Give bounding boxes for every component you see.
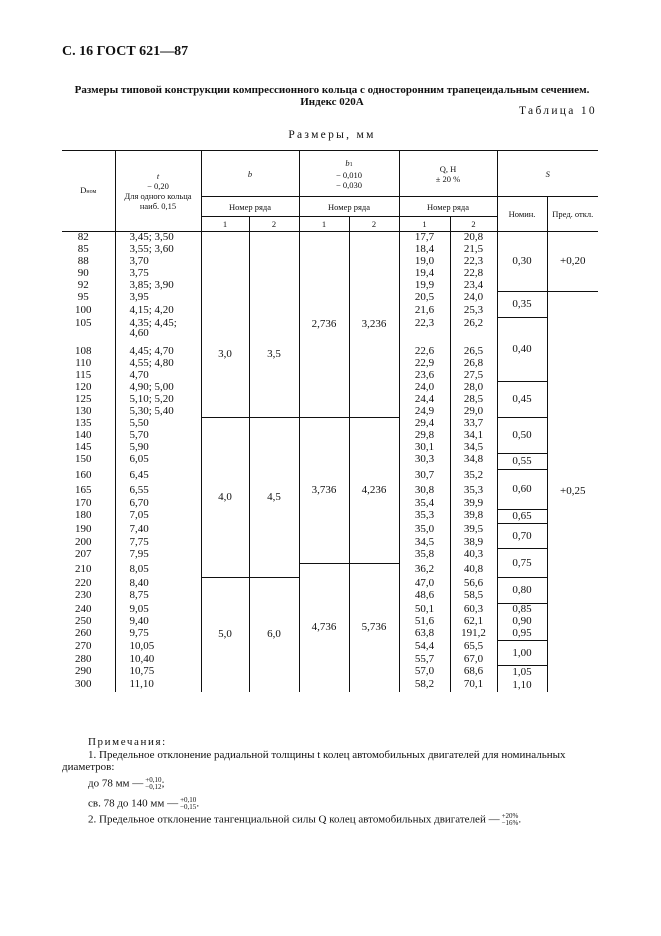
b1-row1-group3: 4,736 xyxy=(299,564,349,692)
q2-cell: 38,9 xyxy=(450,537,497,549)
header-b-row-number: Номер ряда xyxy=(201,197,299,217)
t-cell: 3,55; 3,60 xyxy=(115,244,201,256)
q2-cell: 34,1 xyxy=(450,430,497,442)
t-cell: 6,55 xyxy=(115,485,201,498)
header-b: b xyxy=(201,151,299,197)
q2-cell: 28,5 xyxy=(450,394,497,406)
t-cell: 3,45; 3,50 xyxy=(115,232,201,244)
header-d-nom: Dном xyxy=(62,151,115,232)
d-cell: 290 xyxy=(62,666,115,679)
s-nom-cell: 0,85 xyxy=(497,604,547,616)
d-cell: 230 xyxy=(62,590,115,604)
q2-cell: 191,2 xyxy=(450,628,497,641)
q1-cell: 35,8 xyxy=(399,549,450,564)
q2-cell: 20,8 xyxy=(450,232,497,244)
header-s: S xyxy=(497,151,598,197)
s-nom-cell: 0,90 xyxy=(497,616,547,628)
q2-cell: 26,8 xyxy=(450,358,497,370)
d-cell: 190 xyxy=(62,524,115,537)
b-row1-group3: 5,0 xyxy=(201,578,249,692)
s-nom-cell: 0,80 xyxy=(497,578,547,604)
d-cell: 90 xyxy=(62,268,115,280)
s-nom-cell: 1,05 xyxy=(497,666,547,679)
q1-cell: 17,7 xyxy=(399,232,450,244)
s-nom-cell: 0,50 xyxy=(497,418,547,454)
q1-cell: 19,9 xyxy=(399,280,450,292)
d-cell: 207 xyxy=(62,549,115,564)
header-b1-row2: 2 xyxy=(349,217,399,232)
t-cell: 6,05 xyxy=(115,454,201,470)
b1-row2-group3: 5,736 xyxy=(349,564,399,692)
t-cell: 5,30; 5,40 xyxy=(115,406,201,418)
header-b1-row1: 1 xyxy=(299,217,349,232)
d-cell: 210 xyxy=(62,564,115,578)
b-row1-group2: 4,0 xyxy=(201,418,249,578)
q2-cell: 28,0 xyxy=(450,382,497,394)
s-nom-cell: 1,00 xyxy=(497,641,547,666)
d-cell: 160 xyxy=(62,470,115,485)
t-cell: 7,40 xyxy=(115,524,201,537)
t-cell: 4,70 xyxy=(115,370,201,382)
d-cell: 180 xyxy=(62,510,115,524)
s-nom-cell: 0,70 xyxy=(497,524,547,549)
t-cell: 8,05 xyxy=(115,564,201,578)
q1-cell: 19,4 xyxy=(399,268,450,280)
d-cell: 82 xyxy=(62,232,115,244)
t-cell: 5,90 xyxy=(115,442,201,454)
q1-cell: 30,3 xyxy=(399,454,450,470)
d-cell: 165 xyxy=(62,485,115,498)
q2-cell: 34,8 xyxy=(450,454,497,470)
d-cell: 270 xyxy=(62,641,115,654)
t-cell: 11,10 xyxy=(115,679,201,692)
table-title-line1: Размеры типовой конструкции компрессионного кольца с односторонним трапецеидальным сечением. xyxy=(74,84,590,96)
q1-cell: 50,1 xyxy=(399,604,450,616)
q1-cell: 34,5 xyxy=(399,537,450,549)
q2-cell: 40,8 xyxy=(450,564,497,578)
q2-cell: 67,0 xyxy=(450,654,497,666)
s-nom-cell: 1,10 xyxy=(497,679,547,692)
t-cell: 3,85; 3,90 xyxy=(115,280,201,292)
t-cell: 4,15; 4,20 xyxy=(115,305,201,318)
q1-cell: 22,6 xyxy=(399,346,450,358)
page-header: С. 16 ГОСТ 621—87 xyxy=(62,44,189,59)
q1-cell: 54,4 xyxy=(399,641,450,654)
t-cell: 7,95 xyxy=(115,549,201,564)
d-cell: 92 xyxy=(62,280,115,292)
q2-cell: 34,5 xyxy=(450,442,497,454)
d-cell: 300 xyxy=(62,679,115,692)
d-cell: 115 xyxy=(62,370,115,382)
t-cell: 4,35; 4,45; 4,60 xyxy=(115,318,201,346)
t-cell: 7,75 xyxy=(115,537,201,549)
t-cell: 10,05 xyxy=(115,641,201,654)
q2-cell: 56,6 xyxy=(450,578,497,590)
q2-cell: 58,5 xyxy=(450,590,497,604)
d-cell: 280 xyxy=(62,654,115,666)
t-cell: 8,40 xyxy=(115,578,201,590)
units-label: Размеры, мм xyxy=(288,129,376,141)
b1-row2-group2: 4,236 xyxy=(349,418,399,564)
t-cell: 10,40 xyxy=(115,654,201,666)
d-cell: 260 xyxy=(62,628,115,641)
q1-cell: 47,0 xyxy=(399,578,450,590)
d-cell: 108 xyxy=(62,346,115,358)
t-cell: 5,10; 5,20 xyxy=(115,394,201,406)
t-cell: 3,75 xyxy=(115,268,201,280)
t-cell: 5,50 xyxy=(115,418,201,430)
b-row2-group2: 4,5 xyxy=(249,418,299,578)
q2-cell: 35,3 xyxy=(450,485,497,498)
table-title-line2: Индекс 020А xyxy=(300,96,364,108)
d-cell: 85 xyxy=(62,244,115,256)
q2-cell: 22,3 xyxy=(450,256,497,268)
d-cell: 130 xyxy=(62,406,115,418)
s-nom-cell: 0,35 xyxy=(497,292,547,318)
note1-line2: диаметров: xyxy=(62,761,115,773)
q1-cell: 22,9 xyxy=(399,358,450,370)
s-nom-cell: 0,55 xyxy=(497,454,547,470)
d-cell: 240 xyxy=(62,604,115,616)
q1-cell: 36,2 xyxy=(399,564,450,578)
t-cell: 6,70 xyxy=(115,498,201,510)
t-cell: 3,95 xyxy=(115,292,201,305)
q1-cell: 21,6 xyxy=(399,305,450,318)
b-row2-group1: 3,5 xyxy=(249,292,299,418)
b1-row2-group1: 3,236 xyxy=(349,232,399,418)
q2-cell: 29,0 xyxy=(450,406,497,418)
d-cell: 95 xyxy=(62,292,115,305)
b-row1-group1: 3,0 xyxy=(201,292,249,418)
q2-cell: 27,5 xyxy=(450,370,497,382)
q1-cell: 19,0 xyxy=(399,256,450,268)
t-cell: 9,75 xyxy=(115,628,201,641)
q2-cell: 24,0 xyxy=(450,292,497,305)
q1-cell: 20,5 xyxy=(399,292,450,305)
d-cell: 125 xyxy=(62,394,115,406)
header-b-row1: 1 xyxy=(201,217,249,232)
header-b-row2: 2 xyxy=(249,217,299,232)
q1-cell: 51,6 xyxy=(399,616,450,628)
header-s-tol: Пред. откл. xyxy=(547,197,598,232)
q2-cell: 33,7 xyxy=(450,418,497,430)
header-t: t − 0,20 Для одного кольца наиб. 0,15 xyxy=(115,151,201,232)
q1-cell: 30,8 xyxy=(399,485,450,498)
notes-title: Примечания: xyxy=(88,736,167,748)
t-cell: 6,45 xyxy=(115,470,201,485)
b-row2-group3: 6,0 xyxy=(249,578,299,692)
t-cell: 3,70 xyxy=(115,256,201,268)
q1-cell: 30,7 xyxy=(399,470,450,485)
header-b1: b1 − 0,010 − 0,030 xyxy=(299,151,399,197)
q1-cell: 24,0 xyxy=(399,382,450,394)
t-cell: 4,45; 4,70 xyxy=(115,346,201,358)
q2-cell: 25,3 xyxy=(450,305,497,318)
q1-cell: 35,0 xyxy=(399,524,450,537)
q1-cell: 55,7 xyxy=(399,654,450,666)
s-nom-cell: 0,65 xyxy=(497,510,547,524)
t-cell: 4,90; 5,00 xyxy=(115,382,201,394)
d-cell: 250 xyxy=(62,616,115,628)
q1-cell: 24,4 xyxy=(399,394,450,406)
d-cell: 200 xyxy=(62,537,115,549)
q1-cell: 35,4 xyxy=(399,498,450,510)
s-nom-cell: 0,45 xyxy=(497,382,547,418)
header-q: Q, Н ± 20 % xyxy=(399,151,497,197)
s-tol-cell-2: +0,25 xyxy=(547,292,598,692)
s-nom-cell: 0,40 xyxy=(497,318,547,382)
note1-item-b: св. 78 до 140 мм — +0,10 −0,15. xyxy=(88,796,200,811)
q1-cell: 23,6 xyxy=(399,370,450,382)
b1-row1-group1: 2,736 xyxy=(299,232,349,418)
t-cell: 10,75 xyxy=(115,666,201,679)
d-cell: 150 xyxy=(62,454,115,470)
q1-cell: 24,9 xyxy=(399,406,450,418)
q1-cell: 48,6 xyxy=(399,590,450,604)
q2-cell: 26,5 xyxy=(450,346,497,358)
d-cell: 110 xyxy=(62,358,115,370)
q2-cell: 35,2 xyxy=(450,470,497,485)
q2-cell: 60,3 xyxy=(450,604,497,616)
q2-cell: 40,3 xyxy=(450,549,497,564)
d-cell: 220 xyxy=(62,578,115,590)
q2-cell: 62,1 xyxy=(450,616,497,628)
q1-cell: 29,8 xyxy=(399,430,450,442)
q2-cell: 22,8 xyxy=(450,268,497,280)
t-cell: 7,05 xyxy=(115,510,201,524)
dimensions-table xyxy=(62,150,598,692)
d-cell: 145 xyxy=(62,442,115,454)
t-cell: 8,75 xyxy=(115,590,201,604)
header-q-row2: 2 xyxy=(450,217,497,232)
q1-cell: 30,1 xyxy=(399,442,450,454)
q1-cell: 29,4 xyxy=(399,418,450,430)
t-cell: 5,70 xyxy=(115,430,201,442)
s-nom-cell: 0,95 xyxy=(497,628,547,641)
q2-cell: 39,5 xyxy=(450,524,497,537)
d-cell: 170 xyxy=(62,498,115,510)
note2: 2. Предельное отклонение тангенциальной силы Q колец автомобильных двигателей — +20% −16%. xyxy=(88,812,522,827)
header-q-row-number: Номер ряда xyxy=(399,197,497,217)
s-nom-cell: 0,30 xyxy=(497,232,547,292)
q1-cell: 18,4 xyxy=(399,244,450,256)
q2-cell: 68,6 xyxy=(450,666,497,679)
d-cell: 88 xyxy=(62,256,115,268)
q2-cell: 70,1 xyxy=(450,679,497,692)
note1-item-a: до 78 мм — +0,10 −0,12; xyxy=(88,776,165,791)
t-cell: 9,40 xyxy=(115,616,201,628)
d-cell: 105 xyxy=(62,318,115,346)
q1-cell: 57,0 xyxy=(399,666,450,679)
header-s-nom: Номин. xyxy=(497,197,547,232)
q2-cell: 21,5 xyxy=(450,244,497,256)
d-cell: 100 xyxy=(62,305,115,318)
s-nom-cell: 0,60 xyxy=(497,470,547,510)
q1-cell: 58,2 xyxy=(399,679,450,692)
table-number-label: Таблица 10 xyxy=(519,105,597,117)
b1-row1-group2: 3,736 xyxy=(299,418,349,564)
q2-cell: 26,2 xyxy=(450,318,497,346)
d-cell: 135 xyxy=(62,418,115,430)
s-tol-cell-1: +0,20 xyxy=(547,232,598,292)
q2-cell: 65,5 xyxy=(450,641,497,654)
q1-cell: 22,3 xyxy=(399,318,450,346)
d-cell: 140 xyxy=(62,430,115,442)
d-cell: 120 xyxy=(62,382,115,394)
t-cell: 9,05 xyxy=(115,604,201,616)
header-q-row1: 1 xyxy=(399,217,450,232)
t-cell: 4,55; 4,80 xyxy=(115,358,201,370)
q2-cell: 39,9 xyxy=(450,498,497,510)
q2-cell: 39,8 xyxy=(450,510,497,524)
s-nom-cell: 0,75 xyxy=(497,549,547,578)
q1-cell: 35,3 xyxy=(399,510,450,524)
q2-cell: 23,4 xyxy=(450,280,497,292)
q1-cell: 63,8 xyxy=(399,628,450,641)
header-b1-row-number: Номер ряда xyxy=(299,197,399,217)
note1-line1: 1. Предельное отклонение радиальной толщины t колец автомобильных двигателей для номинальных xyxy=(88,749,566,761)
